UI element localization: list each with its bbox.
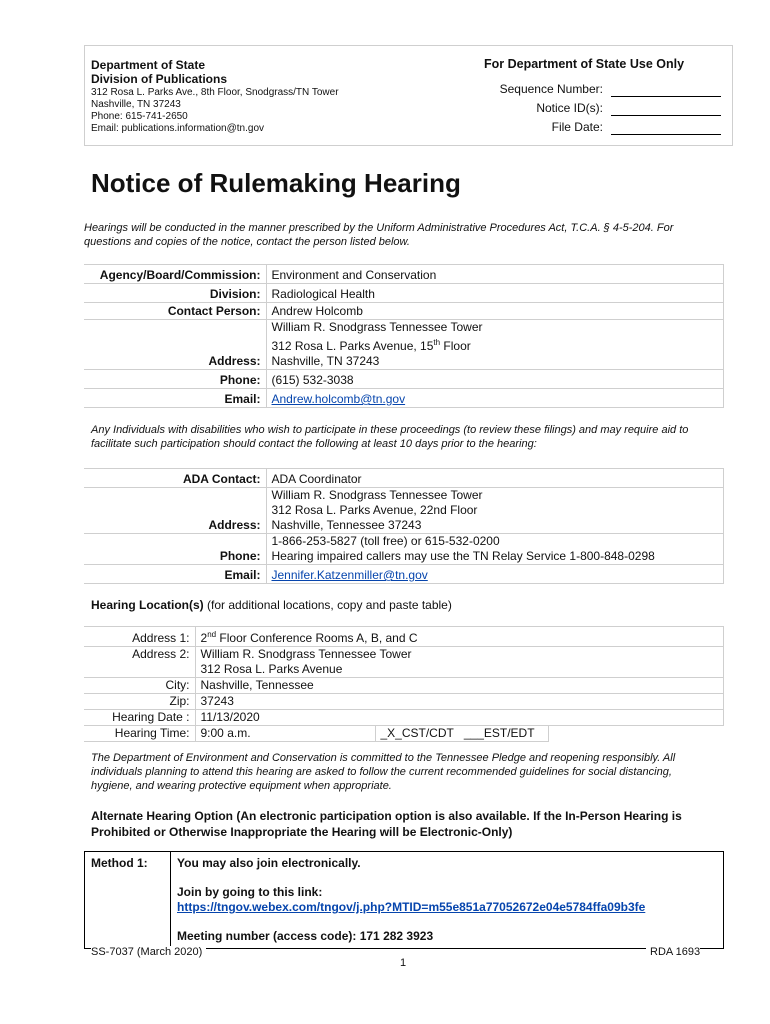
address-line2: 312 Rosa L. Parks Avenue, 15th Floor bbox=[271, 338, 471, 353]
notice-id-field[interactable] bbox=[611, 101, 721, 116]
sequence-number-field[interactable] bbox=[611, 82, 721, 97]
ada-contact-label: ADA Contact: bbox=[84, 469, 266, 488]
address2-label: Address 2: bbox=[84, 647, 195, 678]
division-label: Division: bbox=[84, 284, 266, 303]
agency-value: Environment and Conservation bbox=[266, 265, 724, 284]
method-details bbox=[171, 852, 724, 949]
alternate-option-heading: Alternate Hearing Option (An electronic participation option is also available. If the In-Person Hearing is Prohibited or Otherwise Inappropriate the Hearing will be Electronic-Only) bbox=[91, 809, 682, 839]
ada-contact-value: ADA Coordinator bbox=[266, 469, 724, 488]
phone-value: (615) 532-3038 bbox=[266, 370, 724, 389]
notice-id-label: Notice ID(s): bbox=[536, 101, 603, 115]
ada-phone-label: Phone: bbox=[84, 534, 266, 565]
hearing-time-label: Hearing Time: bbox=[84, 726, 195, 742]
method-table bbox=[84, 851, 724, 949]
page-title: Notice of Rulemaking Hearing bbox=[91, 168, 461, 198]
rda-number: RDA 1693 bbox=[646, 946, 700, 958]
est-option[interactable]: ___EST/EDT bbox=[459, 726, 549, 742]
ada-email-label: Email: bbox=[84, 565, 266, 584]
hearing-date-label: Hearing Date : bbox=[84, 710, 195, 726]
file-date-label: File Date: bbox=[551, 120, 603, 134]
dept-email: Email: publications.information@tn.gov bbox=[91, 123, 265, 134]
ada-address-line2: 312 Rosa L. Parks Avenue, 22nd Floor bbox=[271, 503, 478, 517]
department-name: Department of State bbox=[91, 58, 206, 72]
use-only-heading: For Department of State Use Only bbox=[484, 57, 685, 71]
hearing-date-value: 11/13/2020 bbox=[195, 710, 724, 726]
ada-phone-line2: Hearing impaired callers may use the TN Relay Service 1-800-848-0298 bbox=[271, 549, 655, 563]
method-line1: You may also join electronically. bbox=[177, 856, 361, 870]
ada-address-line3: Nashville, Tennessee 37243 bbox=[271, 518, 422, 532]
zip-label: Zip: bbox=[84, 694, 195, 710]
ada-address-value bbox=[266, 488, 724, 534]
hearing-location-table bbox=[84, 626, 724, 742]
intro-text: Hearings will be conducted in the manner prescribed by the Uniform Administrative Procedures Act, T.C.A. § 4-5-204. For questions and copies of the notice, contact the person listed below. bbox=[84, 222, 674, 248]
address1-value: 2nd Floor Conference Rooms A, B, and C bbox=[195, 627, 724, 647]
sequence-number-label: Sequence Number: bbox=[499, 82, 603, 96]
contact-person-label: Contact Person: bbox=[84, 303, 266, 320]
dept-address-line1: 312 Rosa L. Parks Ave., 8th Floor, Snodgrass/TN Tower bbox=[91, 87, 339, 98]
address1-label: Address 1: bbox=[84, 627, 195, 647]
dept-phone: Phone: 615-741-2650 bbox=[91, 111, 188, 122]
webex-link[interactable]: https://tngov.webex.com/tngov/j.php?MTID=m55e851a77052672e04e5784ffa09b3fe bbox=[177, 900, 646, 914]
address-line1: William R. Snodgrass Tennessee Tower bbox=[271, 320, 483, 334]
address-line3: Nashville, TN 37243 bbox=[271, 354, 380, 368]
city-label: City: bbox=[84, 678, 195, 694]
contact-email-link[interactable]: Andrew.holcomb@tn.gov bbox=[271, 392, 406, 406]
address-value bbox=[266, 320, 724, 370]
agency-table bbox=[84, 264, 724, 408]
division-value: Radiological Health bbox=[266, 284, 724, 303]
ada-address-label: Address: bbox=[84, 488, 266, 534]
disability-note: Any Individuals with disabilities who wish to participate in these proceedings (to review these filings) and may require aid to facilitate such participation should contact the following at least 10 days prior to the hearing: bbox=[91, 424, 689, 450]
contact-person-value: Andrew Holcomb bbox=[266, 303, 724, 320]
address-label: Address: bbox=[84, 320, 266, 370]
ada-phone-line1: 1-866-253-5827 (toll free) or 615-532-0200 bbox=[271, 534, 500, 548]
email-label: Email: bbox=[84, 389, 266, 408]
ada-phone-value bbox=[266, 534, 724, 565]
pledge-note: The Department of Environment and Conservation is committed to the Tennessee Pledge and reopening responsibly. All individuals planning to attend this hearing are asked to follow the current recommended guidelines for social distancing, hygiene, and wearing protective equipment when appropriate. bbox=[91, 752, 676, 792]
division-name: Division of Publications bbox=[91, 72, 228, 86]
method-line2: Join by going to this link: bbox=[177, 885, 323, 899]
ada-email-link[interactable]: Jennifer.Katzenmiller@tn.gov bbox=[271, 568, 428, 582]
address2-value: William R. Snodgrass Tennessee Tower 312 Rosa L. Parks Avenue bbox=[195, 647, 724, 678]
method-label: Method 1: bbox=[85, 852, 171, 949]
dept-address-line2: Nashville, TN 37243 bbox=[91, 99, 181, 110]
ada-table bbox=[84, 468, 724, 584]
hearing-time-value: 9:00 a.m. bbox=[195, 726, 375, 742]
form-number: SS-7037 (March 2020) bbox=[91, 946, 206, 958]
file-date-field[interactable] bbox=[611, 120, 721, 135]
ada-address-line1: William R. Snodgrass Tennessee Tower bbox=[271, 488, 483, 502]
meeting-number: Meeting number (access code): 171 282 3923 bbox=[177, 929, 434, 943]
phone-label: Phone: bbox=[84, 370, 266, 389]
page-number: 1 bbox=[400, 957, 407, 969]
agency-label: Agency/Board/Commission: bbox=[84, 265, 266, 284]
cst-option[interactable]: _X_CST/CDT bbox=[375, 726, 459, 742]
city-value: Nashville, Tennessee bbox=[195, 678, 724, 694]
hearing-location-heading: Hearing Location(s) (for additional locations, copy and paste table) bbox=[91, 598, 452, 612]
zip-value: 37243 bbox=[195, 694, 724, 710]
